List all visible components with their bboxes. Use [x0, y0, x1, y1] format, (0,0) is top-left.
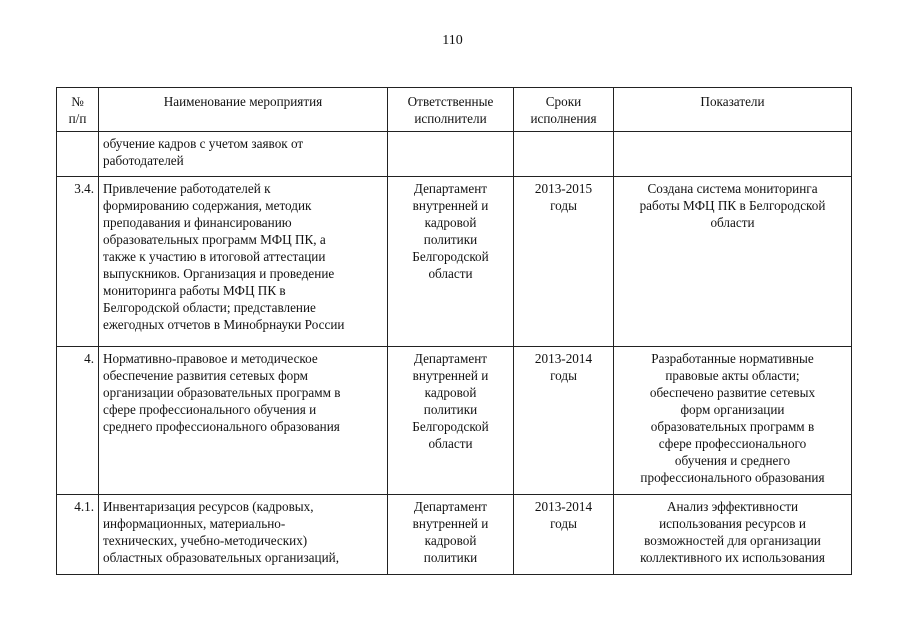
- row-name: обучение кадров с учетом заявок от работодателей: [99, 132, 388, 177]
- row-num: 4.1.: [57, 495, 99, 575]
- row-num: 3.4.: [57, 177, 99, 347]
- header-indicators: Показатели: [614, 88, 852, 132]
- row-indicators: Разработанные нормативные правовые акты области; обеспечено развитие сетевых форм организации образовательных программ в сфере профессионального обучения и среднего профессионального образования: [614, 347, 852, 495]
- row-executors: Департамент внутренней и кадровой политики: [388, 495, 514, 575]
- table-row: [57, 177, 852, 347]
- row-indicators: Создана система мониторинга работы МФЦ ПК в Белгородской области: [614, 177, 852, 347]
- row-executors: [388, 132, 514, 177]
- row-terms: 2013-2014 годы: [514, 495, 614, 575]
- table-row: [57, 132, 852, 177]
- header-name: Наименование мероприятия: [99, 88, 388, 132]
- table-header-row: [57, 88, 852, 132]
- row-terms: [514, 132, 614, 177]
- row-executors: Департамент внутренней и кадровой политики Белгородской области: [388, 347, 514, 495]
- row-executors: Департамент внутренней и кадровой политики Белгородской области: [388, 177, 514, 347]
- row-num: [57, 132, 99, 177]
- row-terms: 2013-2015 годы: [514, 177, 614, 347]
- row-name: Инвентаризация ресурсов (кадровых, информационных, материально- технических, учебно-методических) областных образовательных организаций,: [99, 495, 388, 575]
- row-num: 4.: [57, 347, 99, 495]
- table-row: [57, 495, 852, 575]
- row-terms: 2013-2014 годы: [514, 347, 614, 495]
- page-number: 110: [442, 33, 463, 48]
- header-terms: Сроки исполнения: [514, 88, 614, 132]
- row-name: Привлечение работодателей к формированию содержания, методик преподавания и финансированию образовательных программ МФЦ ПК, а также к участию в итоговой аттестации выпускников. Организация и проведение мониторинга работы МФЦ ПК в Белгородской области; представление ежегодных отчетов в Минобрнауки России: [99, 177, 388, 347]
- table-row: [57, 347, 852, 495]
- row-indicators: [614, 132, 852, 177]
- row-indicators: Анализ эффективности использования ресурсов и возможностей для организации коллективного их использования: [614, 495, 852, 575]
- activities-table: [56, 87, 852, 575]
- header-executors: Ответственные исполнители: [388, 88, 514, 132]
- row-name: Нормативно-правовое и методическое обеспечение развития сетевых форм организации образовательных программ в сфере профессионального обучения и среднего профессионального образования: [99, 347, 388, 495]
- header-num: № п/п: [57, 88, 99, 132]
